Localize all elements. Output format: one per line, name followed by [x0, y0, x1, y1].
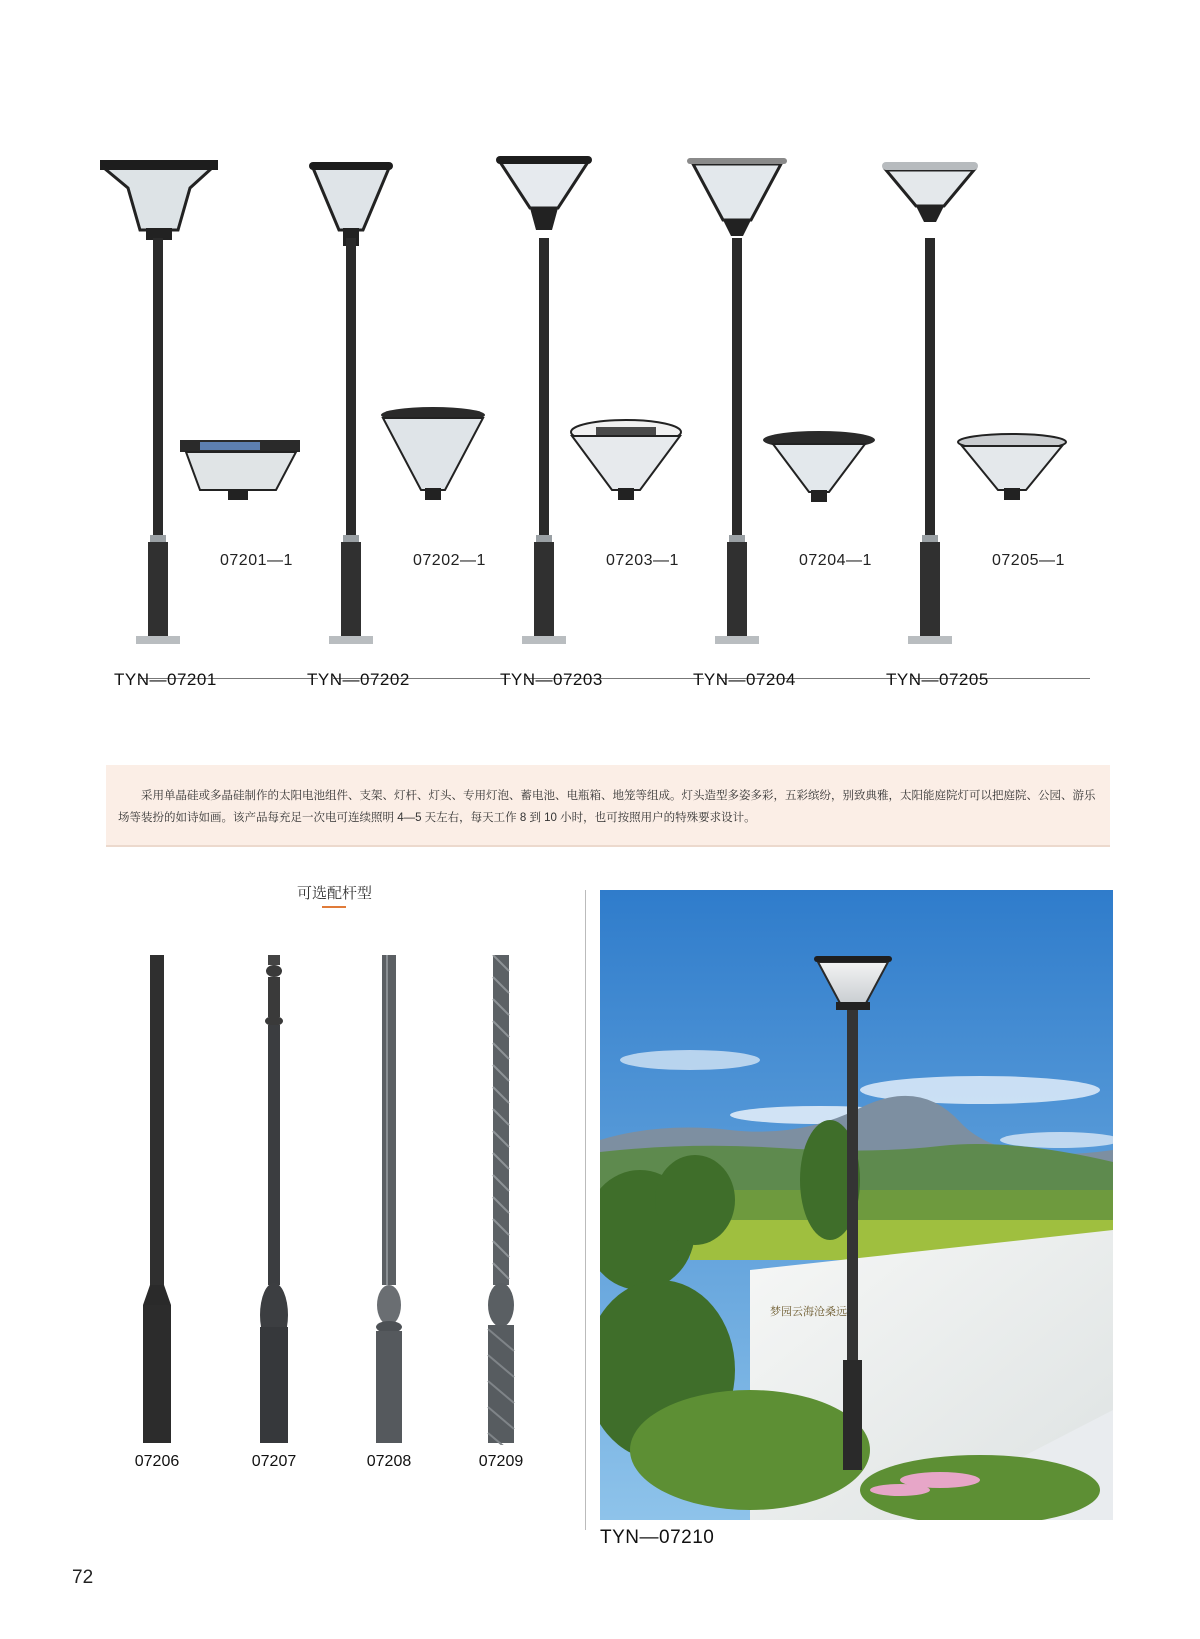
- pole-illustration: [451, 955, 551, 1445]
- variant-code: 07201—1: [220, 552, 293, 569]
- description-box: [106, 765, 1110, 847]
- lamp-illustration: [486, 150, 686, 690]
- lamp-illustration: [293, 150, 493, 690]
- description-text: 采用单晶硅或多晶硅制作的太阳电池组件、支架、灯杆、灯头、专用灯泡、蓄电池、电瓶箱、地笼等组成。灯头造型多姿多彩，五彩缤纷，别致典雅，太阳能庭院灯可以把庭院、公园、游乐场等装扮的如诗如画。该产品每充足一次电可连续照明 4—5 天左右，每天工作 8 到 10 小时，也可按照用户的特殊要求设计。: [118, 790, 1096, 824]
- pole-option: [224, 955, 324, 1515]
- pole-illustration: [224, 955, 324, 1445]
- model-code: TYN—07205: [886, 670, 989, 689]
- pole-code: 07207: [251, 1453, 297, 1470]
- model-code: TYN—07204: [693, 670, 796, 689]
- sign-text: 梦园云海沧桑远: [770, 1305, 847, 1318]
- pole-code: 07208: [366, 1453, 412, 1470]
- model-code: TYN—07201: [114, 670, 217, 689]
- pole-option: [339, 955, 439, 1515]
- variant-code: 07205—1: [992, 552, 1065, 569]
- lamp-illustration: [679, 150, 879, 690]
- section-title-underline: [322, 906, 346, 908]
- lamp-illustration: [872, 150, 1072, 690]
- pole-option: [451, 955, 551, 1515]
- product-item: [100, 150, 300, 690]
- pole-section-title: 可选配杆型: [297, 885, 373, 902]
- pole-code: 07206: [134, 1453, 180, 1470]
- product-item: [293, 150, 493, 690]
- variant-code: 07203—1: [606, 552, 679, 569]
- pole-code: 07209: [478, 1453, 524, 1470]
- product-item: [486, 150, 686, 690]
- product-item: [872, 150, 1072, 690]
- pole-illustration: [339, 955, 439, 1445]
- scene-photo: [600, 890, 1113, 1520]
- variant-code: 07202—1: [413, 552, 486, 569]
- scene-illustration: [600, 890, 1113, 1520]
- pole-illustration: [107, 955, 207, 1445]
- pole-option: [107, 955, 207, 1515]
- photo-caption: TYN—07210: [600, 1527, 715, 1548]
- vertical-divider: [585, 890, 586, 1530]
- lamp-illustration: [100, 150, 300, 690]
- model-code: TYN—07203: [500, 670, 603, 689]
- variant-code: 07204—1: [799, 552, 872, 569]
- product-item: [679, 150, 879, 690]
- model-code: TYN—07202: [307, 670, 410, 689]
- page-number: 72: [72, 1567, 94, 1588]
